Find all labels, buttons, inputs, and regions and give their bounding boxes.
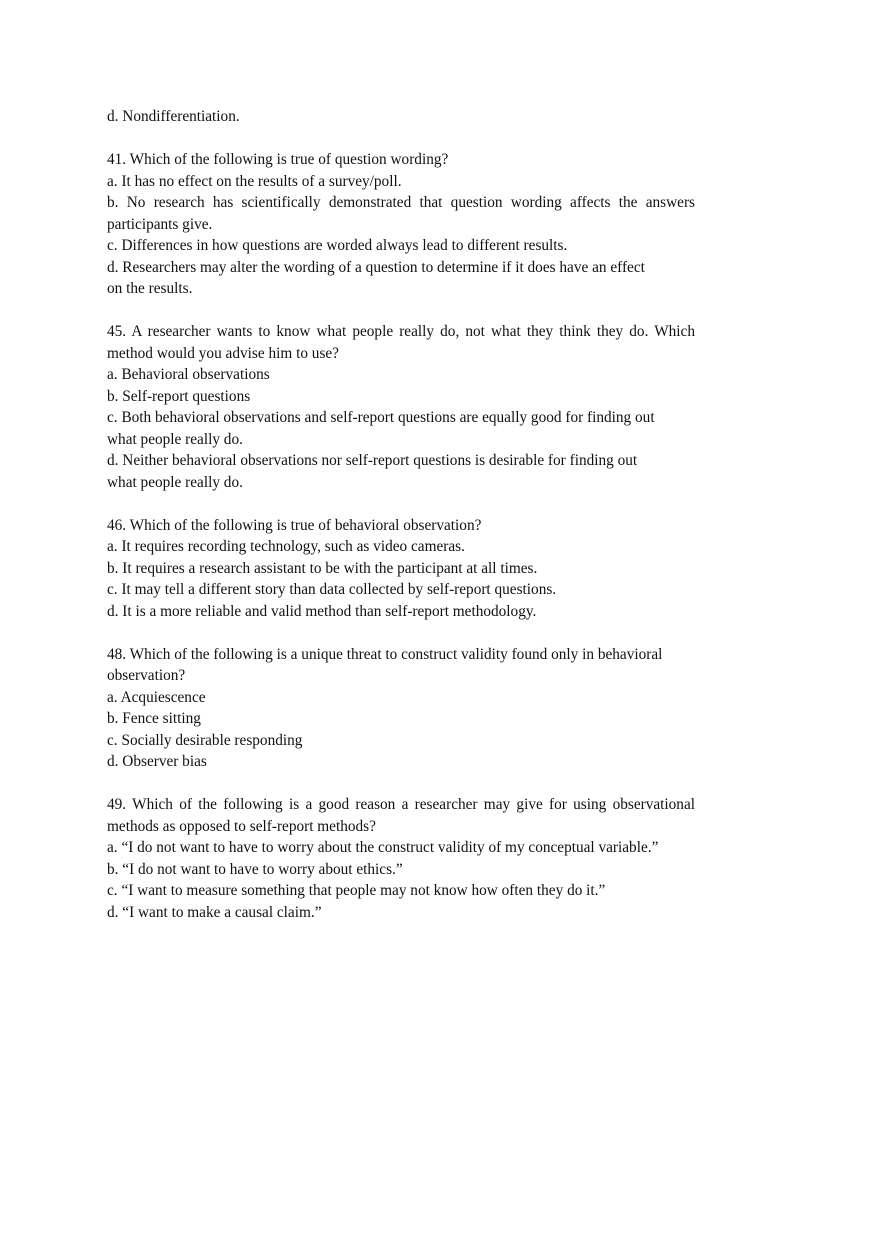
spacer bbox=[107, 493, 707, 515]
question-48-option-a: a. Acquiescence bbox=[107, 688, 206, 706]
question-45-option-d-cont: what people really do. bbox=[107, 473, 243, 491]
question-46-option-c: c. It may tell a different story than data collected by self-report questions. bbox=[107, 581, 557, 598]
spacer bbox=[107, 128, 707, 150]
question-46 bbox=[107, 515, 707, 623]
question-45-option-c: c. Both behavioral observations and self-report questions are equally good for finding out bbox=[107, 409, 655, 426]
question-48-option-b: b. Fence sitting bbox=[107, 710, 201, 727]
question-45-option-d: d. Neither behavioral observations nor self-report questions is desirable for finding out bbox=[107, 452, 638, 469]
question-49-option-c: c. “I want to measure something that people may not know how often they do it.” bbox=[107, 882, 606, 899]
question-46-stem: 46. Which of the following is true of behavioral observation? bbox=[107, 516, 482, 534]
question-41-option-d: d. Researchers may alter the wording of a question to determine if it does have an effect bbox=[107, 258, 645, 276]
question-49-option-b: b. “I do not want to have to worry about ethics.” bbox=[107, 860, 403, 878]
spacer bbox=[107, 622, 707, 644]
question-41-option-b-cont: participants give. bbox=[107, 215, 213, 233]
question-46-option-b: b. It requires a research assistant to be with the participant at all times. bbox=[107, 559, 538, 577]
question-41-stem: 41. Which of the following is true of question wording? bbox=[107, 151, 449, 168]
document-page bbox=[107, 106, 707, 923]
question-49-stem-cont: methods as opposed to self-report methods? bbox=[107, 817, 376, 835]
question-46-option-d: d. It is a more reliable and valid method than self-report methodology. bbox=[107, 602, 537, 620]
question-48-option-d: d. Observer bias bbox=[107, 753, 207, 770]
question-48-stem-cont: observation? bbox=[107, 667, 186, 684]
question-41-option-b: b. No research has scientifically demonstrated that question wording affects the answers bbox=[107, 194, 695, 211]
question-48-stem: 48. Which of the following is a unique threat to construct validity found only in behavioral bbox=[107, 645, 663, 663]
spacer bbox=[107, 773, 707, 795]
question-45-option-b: b. Self-report questions bbox=[107, 387, 251, 405]
leading-option: d. Nondifferentiation. bbox=[107, 108, 240, 125]
spacer bbox=[107, 300, 707, 322]
question-45-option-a: a. Behavioral observations bbox=[107, 366, 270, 383]
question-41-option-a: a. It has no effect on the results of a survey/poll. bbox=[107, 172, 402, 190]
question-49 bbox=[107, 794, 707, 923]
question-45-stem: 45. A researcher wants to know what people really do, not what they think they do. Which bbox=[107, 323, 695, 340]
question-45 bbox=[107, 321, 707, 493]
question-49-option-a: a. “I do not want to have to worry about the construct validity of my conceptual variable.” bbox=[107, 839, 659, 856]
question-41 bbox=[107, 149, 707, 300]
question-48-option-c: c. Socially desirable responding bbox=[107, 731, 303, 749]
question-41-option-d-cont: on the results. bbox=[107, 280, 193, 297]
question-46-option-a: a. It requires recording technology, such as video cameras. bbox=[107, 538, 465, 555]
question-49-option-d: d. “I want to make a causal claim.” bbox=[107, 903, 322, 921]
question-49-stem: 49. Which of the following is a good reason a researcher may give for using observational bbox=[107, 796, 695, 813]
question-48 bbox=[107, 644, 707, 773]
question-45-stem-cont: method would you advise him to use? bbox=[107, 344, 339, 362]
question-45-option-c-cont: what people really do. bbox=[107, 430, 243, 448]
question-41-option-c: c. Differences in how questions are worded always lead to different results. bbox=[107, 237, 568, 254]
